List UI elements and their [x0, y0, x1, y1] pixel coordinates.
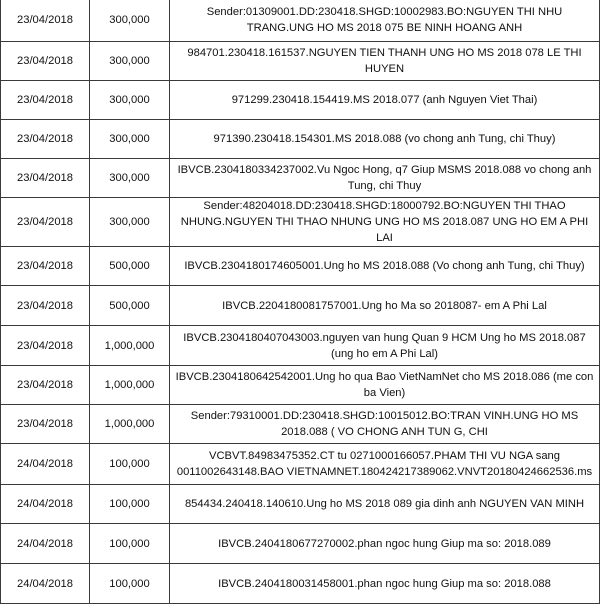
description-cell: 971390.230418.154301.MS 2018.088 (vo chong anh Tung, chi Thuy) — [170, 120, 600, 159]
description-cell: IBVCB.2404180031458001.phan ngoc hung Giup ma so: 2018.088 — [170, 564, 600, 604]
description-cell: Sender:01309001.DD:230418.SHGD:10002983.BO:NGUYEN THI NHU TRANG.UNG HO MS 2018 075 BE NINH HOANG ANH — [170, 0, 600, 42]
date-cell: 24/04/2018 — [1, 524, 90, 564]
table-row — [1, 198, 600, 247]
amount-cell: 500,000 — [90, 286, 170, 326]
date-cell: 23/04/2018 — [1, 81, 90, 120]
table-row — [1, 81, 600, 120]
amount-cell: 500,000 — [90, 247, 170, 286]
amount-cell: 1,000,000 — [90, 366, 170, 405]
description-cell: 971299.230418.154419.MS 2018.077 (anh Nguyen Viet Thai) — [170, 81, 600, 120]
table-row — [1, 564, 600, 604]
description-cell: 984701.230418.161537.NGUYEN TIEN THANH UNG HO MS 2018 078 LE THI HUYEN — [170, 42, 600, 81]
table-row — [1, 405, 600, 444]
description-cell: IBVCB.2204180081757001.Ung ho Ma so 2018087- em A Phi Lal — [170, 286, 600, 326]
table-row — [1, 42, 600, 81]
date-cell: 23/04/2018 — [1, 286, 90, 326]
date-cell: 23/04/2018 — [1, 405, 90, 444]
table-row — [1, 485, 600, 524]
description-cell: Sender:79310001.DD:230418.SHGD:10015012.BO:TRAN VINH.UNG HO MS 2018.088 ( VO CHONG ANH TUN G, CHI — [170, 405, 600, 444]
table-row — [1, 444, 600, 485]
table-row — [1, 120, 600, 159]
table-row — [1, 326, 600, 366]
amount-cell: 300,000 — [90, 120, 170, 159]
description-cell: IBVCB.2304180642542001.Ung ho qua Bao VietNamNet cho MS 2018.086 (me con ba Vien) — [170, 366, 600, 405]
table-row — [1, 286, 600, 326]
date-cell: 23/04/2018 — [1, 326, 90, 366]
date-cell: 23/04/2018 — [1, 120, 90, 159]
amount-cell: 300,000 — [90, 0, 170, 42]
amount-cell: 1,000,000 — [90, 405, 170, 444]
table-row — [1, 524, 600, 564]
date-cell: 23/04/2018 — [1, 198, 90, 247]
date-cell: 23/04/2018 — [1, 42, 90, 81]
amount-cell: 1,000,000 — [90, 326, 170, 366]
description-cell: VCBVT.84983475352.CT tu 0271000166057.PHAM THI VU NGA sang 0011002643148.BAO VIETNAMNET.180424217389062.VNVT20180424662536.ms — [170, 444, 600, 485]
description-cell: IBVCB.2304180407043003.nguyen van hung Quan 9 HCM Ung ho MS 2018.087 (ung ho em A Phi Lal) — [170, 326, 600, 366]
date-cell: 24/04/2018 — [1, 485, 90, 524]
description-cell: 854434.240418.140610.Ung ho MS 2018 089 gia dinh anh NGUYEN VAN MINH — [170, 485, 600, 524]
date-cell: 24/04/2018 — [1, 564, 90, 604]
amount-cell: 300,000 — [90, 159, 170, 198]
amount-cell: 100,000 — [90, 485, 170, 524]
date-cell: 23/04/2018 — [1, 159, 90, 198]
description-cell: IBVCB.2304180334237002.Vu Ngoc Hong, q7 Giup MSMS 2018.088 vo chong anh Tung, chi Thuy — [170, 159, 600, 198]
amount-cell: 100,000 — [90, 444, 170, 485]
amount-cell: 100,000 — [90, 564, 170, 604]
date-cell: 24/04/2018 — [1, 444, 90, 485]
amount-cell: 300,000 — [90, 198, 170, 247]
amount-cell: 300,000 — [90, 42, 170, 81]
table-row — [1, 0, 600, 42]
amount-cell: 300,000 — [90, 81, 170, 120]
date-cell: 23/04/2018 — [1, 366, 90, 405]
table-row — [1, 159, 600, 198]
date-cell: 23/04/2018 — [1, 247, 90, 286]
date-cell: 23/04/2018 — [1, 0, 90, 42]
description-cell: IBVCB.2304180174605001.Ung ho MS 2018.088 (Vo chong anh Tung, chi Thuy) — [170, 247, 600, 286]
description-cell: Sender:48204018.DD:230418.SHGD:18000792.BO:NGUYEN THI THAO NHUNG.NGUYEN THI THAO NHUNG UNG HO MS 2018.087 UNG HO EM A PHI LAI — [170, 198, 600, 247]
table-row — [1, 366, 600, 405]
amount-cell: 100,000 — [90, 524, 170, 564]
donation-table-body — [1, 0, 600, 604]
table-row — [1, 247, 600, 286]
description-cell: IBVCB.2404180677270002.phan ngoc hung Giup ma so: 2018.089 — [170, 524, 600, 564]
